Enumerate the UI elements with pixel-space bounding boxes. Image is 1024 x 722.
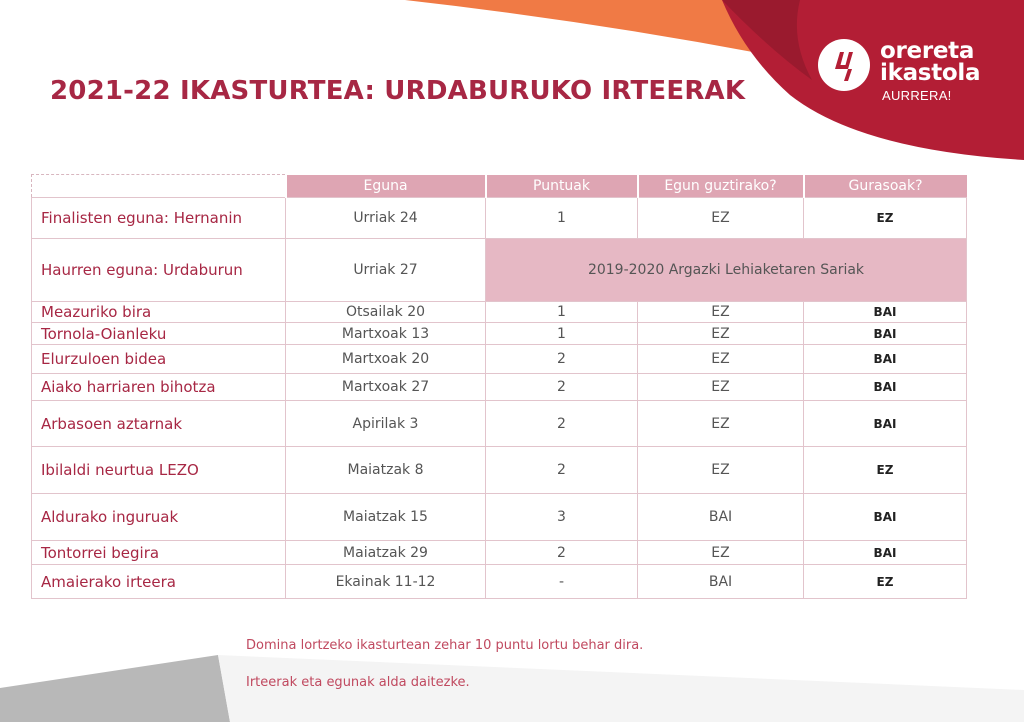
header-eguna: Eguna <box>286 175 486 198</box>
ikastola-logo <box>818 38 1008 108</box>
table-header-row <box>32 175 967 198</box>
table-row <box>32 345 967 374</box>
table-row <box>32 239 967 302</box>
row-day: Otsailak 20 <box>286 302 486 323</box>
row-parents: BAI <box>804 494 967 541</box>
row-full-day: EZ <box>638 345 804 374</box>
row-name: Aldurako inguruak <box>32 494 286 541</box>
footnote-changes: Irteerak eta egunak alda daitezke. <box>246 675 470 690</box>
logo-text-line1: orereta <box>880 38 975 64</box>
row-name: Elurzuloen bidea <box>32 345 286 374</box>
header-blank <box>32 175 286 198</box>
row-name: Aiako harriaren bihotza <box>32 374 286 401</box>
footnote-medal: Domina lortzeko ikasturtean zehar 10 puntu lortu behar dira. <box>246 638 644 653</box>
row-parents: BAI <box>804 541 967 565</box>
row-day: Maiatzak 8 <box>286 447 486 494</box>
row-points: 3 <box>486 494 638 541</box>
page-title: 2021-22 IKASTURTEA: URDABURUKO IRTEERAK <box>50 76 746 106</box>
row-day: Urriak 27 <box>286 239 486 302</box>
table-row <box>32 401 967 447</box>
row-full-day: EZ <box>638 323 804 345</box>
row-points: 1 <box>486 323 638 345</box>
row-full-day: BAI <box>638 565 804 599</box>
row-day: Ekainak 11-12 <box>286 565 486 599</box>
row-full-day: EZ <box>638 541 804 565</box>
row-day: Maiatzak 15 <box>286 494 486 541</box>
table-row <box>32 302 967 323</box>
table-row <box>32 494 967 541</box>
row-name: Tontorrei begira <box>32 541 286 565</box>
row-day: Martxoak 27 <box>286 374 486 401</box>
row-name: Finalisten eguna: Hernanin <box>32 198 286 239</box>
row-name: Amaierako irteera <box>32 565 286 599</box>
row-name: Haurren eguna: Urdaburun <box>32 239 286 302</box>
row-parents: EZ <box>804 198 967 239</box>
table-row <box>32 447 967 494</box>
logo-text-line2: ikastola <box>880 60 981 86</box>
row-parents: EZ <box>804 565 967 599</box>
row-name: Ibilaldi neurtua LEZO <box>32 447 286 494</box>
row-points: 2 <box>486 345 638 374</box>
row-parents: BAI <box>804 345 967 374</box>
row-full-day: EZ <box>638 401 804 447</box>
row-parents: EZ <box>804 447 967 494</box>
row-points: 1 <box>486 198 638 239</box>
header-gurasoak: Gurasoak? <box>804 175 967 198</box>
table-row <box>32 541 967 565</box>
row-parents: BAI <box>804 323 967 345</box>
row-full-day: EZ <box>638 302 804 323</box>
row-points: 2 <box>486 447 638 494</box>
row-parents: BAI <box>804 374 967 401</box>
row-day: Martxoak 13 <box>286 323 486 345</box>
row-parents: BAI <box>804 302 967 323</box>
row-full-day: BAI <box>638 494 804 541</box>
table-row <box>32 323 967 345</box>
row-merged-note: 2019-2020 Argazki Lehiaketaren Sariak <box>486 239 967 302</box>
row-points: 2 <box>486 401 638 447</box>
row-points: 2 <box>486 541 638 565</box>
row-full-day: EZ <box>638 447 804 494</box>
header-puntuak: Puntuak <box>486 175 638 198</box>
row-parents: BAI <box>804 401 967 447</box>
row-points: 2 <box>486 374 638 401</box>
row-full-day: EZ <box>638 374 804 401</box>
ikastola-logo-icon <box>818 39 870 91</box>
row-points: - <box>486 565 638 599</box>
row-full-day: EZ <box>638 198 804 239</box>
table-row <box>32 565 967 599</box>
row-points: 1 <box>486 302 638 323</box>
row-name: Tornola-Oianleku <box>32 323 286 345</box>
excursion-table <box>31 174 967 599</box>
row-day: Apirilak 3 <box>286 401 486 447</box>
row-day: Urriak 24 <box>286 198 486 239</box>
table-row <box>32 198 967 239</box>
header-egun-guztirako: Egun guztirako? <box>638 175 804 198</box>
footnotes <box>246 638 643 712</box>
logo-tagline: AURRERA! <box>882 88 952 103</box>
row-name: Meazuriko bira <box>32 302 286 323</box>
row-day: Maiatzak 29 <box>286 541 486 565</box>
row-day: Martxoak 20 <box>286 345 486 374</box>
row-name: Arbasoen aztarnak <box>32 401 286 447</box>
gray-wedge <box>0 655 230 722</box>
table-row <box>32 374 967 401</box>
